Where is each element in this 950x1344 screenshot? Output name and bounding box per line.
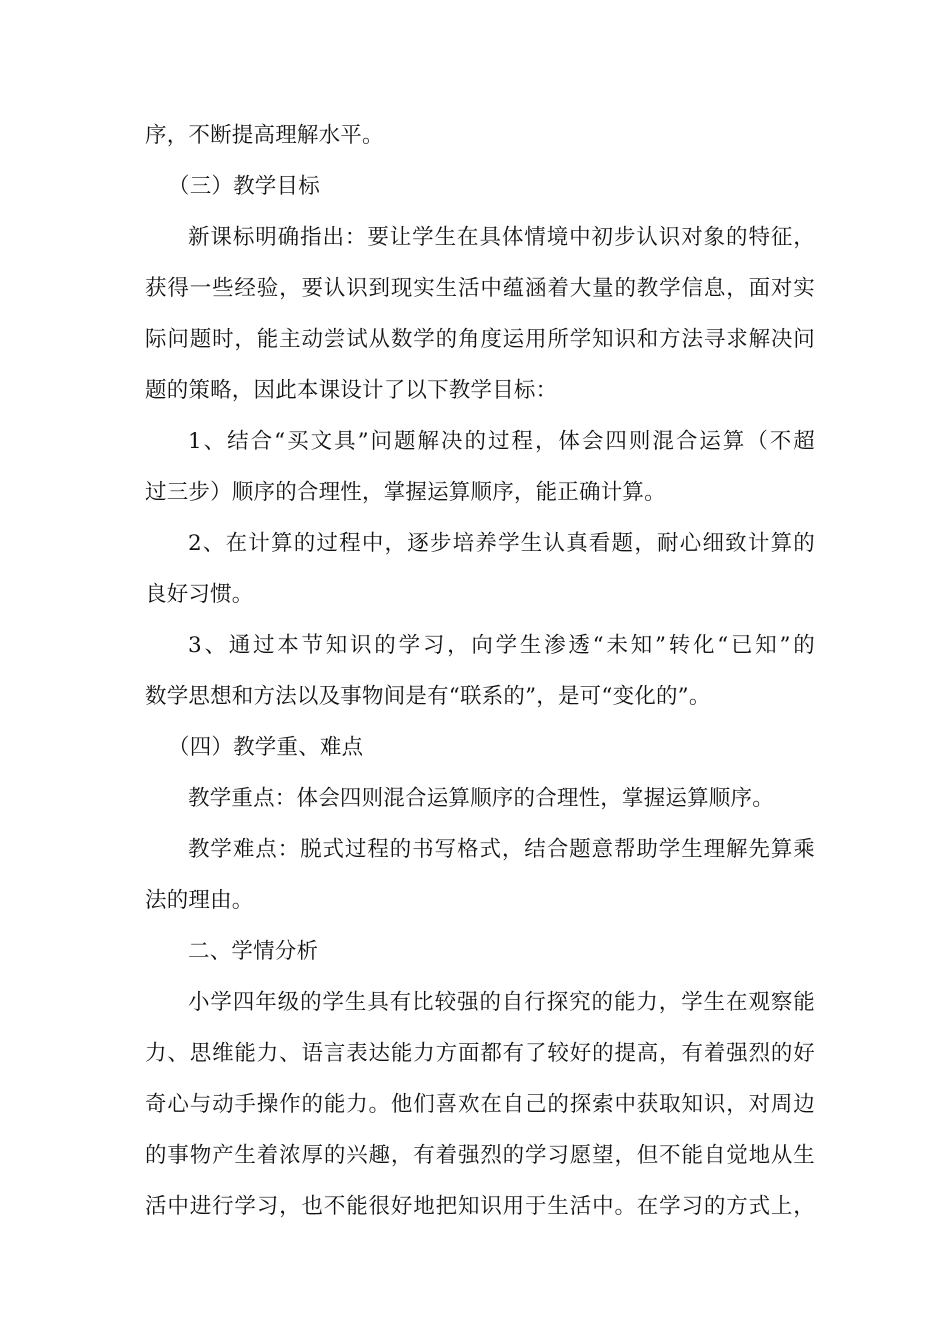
text-line: 活中进行学习，也不能很好地把知识用于生活中。在学习的方式上， — [145, 1194, 815, 1219]
text-line: 数学思想和方法以及事物间是有“联系的”，是可“变化的”。 — [145, 684, 711, 709]
section-heading: （四）教学重、难点 — [168, 735, 364, 760]
text-line: 教学重点：体会四则混合运算顺序的合理性，掌握运算顺序。 — [188, 786, 774, 811]
text-line: 的事物产生着浓厚的兴趣，有着强烈的学习愿望，但不能自觉地从生 — [145, 1143, 815, 1168]
text-line: 题的策略，因此本课设计了以下教学目标： — [145, 378, 558, 403]
text-line: 际问题时，能主动尝试从数学的角度运用所学知识和方法寻求解决问 — [145, 327, 815, 352]
section-heading: （三）教学目标 — [168, 174, 320, 199]
text-line: 新课标明确指出：要让学生在具体情境中初步认识对象的特征， — [188, 225, 815, 250]
text-line: 力、思维能力、语言表达能力方面都有了较好的提高，有着强烈的好 — [145, 1041, 815, 1066]
text-line: 小学四年级的学生具有比较强的自行探究的能力，学生在观察能 — [188, 990, 815, 1015]
text-line: 获得一些经验，要认识到现实生活中蕴涵着大量的教学信息，面对实 — [145, 276, 815, 301]
text-line: 3、通过本节知识的学习，向学生渗透“未知”转化“已知”的 — [188, 633, 815, 658]
text-line: 奇心与动手操作的能力。他们喜欢在自己的探索中获取知识，对周边 — [145, 1092, 815, 1117]
text-line: 序，不断提高理解水平。 — [145, 123, 384, 148]
text-line: 良好习惯。 — [145, 582, 254, 607]
text-line: 2、在计算的过程中，逐步培养学生认真看题，耐心细致计算的 — [188, 531, 815, 556]
section-heading: 二、学情分析 — [188, 939, 319, 964]
text-line: 法的理由。 — [145, 888, 254, 913]
text-line: 1、结合“买文具”问题解决的过程，体会四则混合运算（不超 — [188, 429, 815, 454]
text-line: 教学难点：脱式过程的书写格式，结合题意帮助学生理解先算乘 — [188, 837, 815, 862]
text-line: 过三步）顺序的合理性，掌握运算顺序，能正确计算。 — [145, 480, 666, 505]
